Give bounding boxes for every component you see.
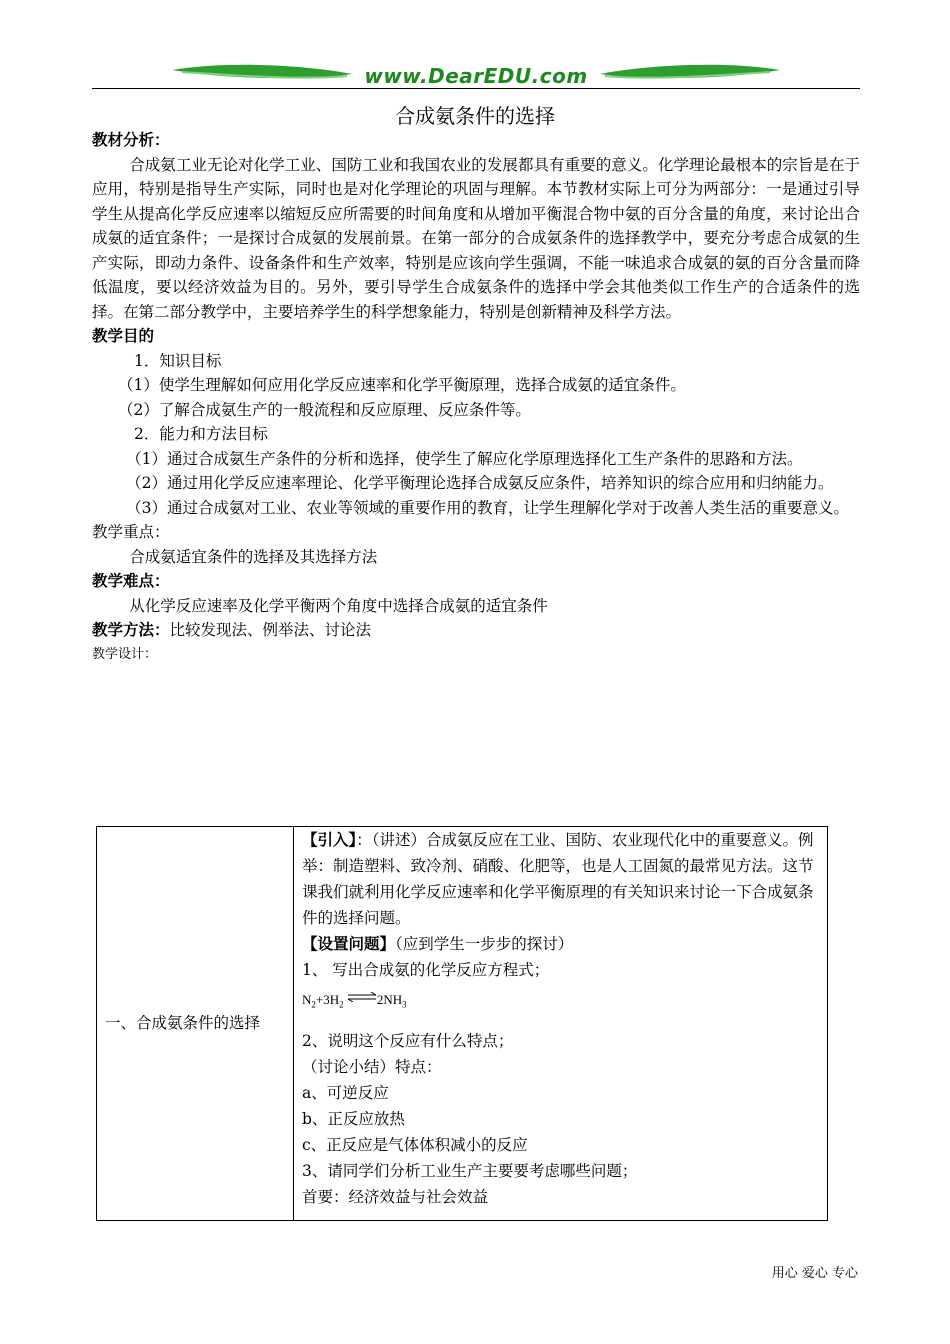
site-header-banner bbox=[92, 58, 860, 90]
page-title: 合成氨条件的选择 bbox=[395, 104, 555, 128]
goal2-item2: （2）通过用化学反应速率理论、化学平衡理论选择合成氨反应条件，培养知识的综合应用和归纳能力。 bbox=[126, 474, 834, 492]
difficulty-text: 从化学反应速率及化学平衡两个角度中选择合成氨的适宜条件 bbox=[129, 596, 548, 615]
intro-paragraph bbox=[302, 827, 819, 931]
header-divider bbox=[92, 88, 860, 89]
site-logo-text: www.DearEDU.com bbox=[364, 64, 588, 88]
analysis-heading: 教材分析： bbox=[92, 130, 170, 149]
question-text: （应到学生一步步的探讨） bbox=[395, 935, 574, 953]
q2-line: 2、说明这个反应有什么特点； bbox=[302, 1031, 514, 1050]
method-line bbox=[92, 618, 860, 643]
eq-plus-h: +3H bbox=[315, 992, 340, 1007]
feature-b: b、正反应放热 bbox=[302, 1109, 405, 1128]
summary-line: （讨论小结）特点： bbox=[302, 1057, 442, 1076]
goal2-item1: （1）通过合成氨生产条件的分析和选择，使学生了解应化学原理选择化工生产条件的思路和方法。 bbox=[126, 449, 803, 468]
q1-line: 1、 写出合成氨的化学反应方程式； bbox=[302, 961, 550, 979]
document-body bbox=[92, 128, 860, 667]
equilibrium-arrows-icon bbox=[347, 992, 377, 1002]
question-tag: 【设置问题】 bbox=[302, 934, 396, 953]
eq-nh: 2NH bbox=[376, 992, 403, 1007]
eq-h-sub: 2 bbox=[339, 999, 344, 1010]
table-row bbox=[97, 827, 828, 1221]
goal2-item3: （3）通过合成氨对工业、农业等领域的重要作用的教育，让学生理解化学对于改善人类生活的重要意义。 bbox=[126, 498, 849, 517]
teaching-design-table bbox=[96, 826, 828, 1221]
question-line bbox=[302, 931, 819, 957]
goal1-item1: （1）使学生理解如何应用化学反应速率和化学平衡原理，选择合成氨的适宜条件。 bbox=[118, 376, 686, 394]
design-right-cell bbox=[294, 827, 828, 1221]
eq-n: N bbox=[302, 992, 312, 1007]
key-heading: 教学重点： bbox=[92, 523, 170, 541]
q3-line: 3、请同学们分析工业生产主要要考虑哪些问题； bbox=[302, 1161, 638, 1180]
method-text: 比较发现法、例举法、讨论法 bbox=[169, 621, 372, 639]
goals-heading: 教学目的 bbox=[92, 326, 155, 345]
method-heading: 教学方法： bbox=[92, 620, 170, 639]
analysis-paragraph: 合成氨工业无论对化学工业、国防工业和我国农业的发展都具有重要的意义。化学理论最根本的宗旨是在于应用，特别是指导生产实际，同时也是对化学理论的巩固与理解。本节教材实际上可分为两部分：一是通过引导学生从提高化学反应速率以缩短反应所需要的时间角度和从增加平衡混合物中氨的百分含量的角度，来讨论出合成氨的适宜条件；一是探讨合成氨的发展前景。在第一部分的合成氨条件的选择教学中，要充分考虑合成氨的生产实际，即动力条件、设备条件和生产效率，特别是应该向学生强调，不能一味追求合成氨的氨的百分含量而降低温度，要以经济效益为目的。另外，要引导学生合成氨条件的选择中学会其他类似工作生产的合适条件的选择。在第二部分教学中，主要培养学生的科学想象能力，特别是创新精神及科学方法。 bbox=[92, 155, 860, 321]
reaction-equation bbox=[302, 987, 819, 1018]
eq-nh-sub: 3 bbox=[402, 999, 407, 1010]
design-heading: 教学设计： bbox=[92, 646, 158, 662]
design-left-cell bbox=[97, 827, 294, 1221]
feature-a: a、可逆反应 bbox=[302, 1083, 389, 1102]
intro-text: ：（讲述）合成氨反应在工业、国防、农业现代化中的重要意义。例举：制造塑料、致冷剂、硝酸、化肥等，也是人工固氮的最常见方法。这节课我们就利用化学反应速率和化学平衡原理的有关知识来讨论一下合成氨条件的选择问题。 bbox=[302, 831, 814, 927]
intro-tag: 【引入】 bbox=[302, 830, 357, 849]
goal1-item2: （2）了解合成氨生产的一般流程和反应原理、反应条件等。 bbox=[118, 400, 531, 419]
difficulty-heading: 教学难点： bbox=[92, 571, 170, 590]
footer-slogan: 用心 爱心 专心 bbox=[771, 1266, 858, 1281]
goal2-title: 2．能力和方法目标 bbox=[134, 425, 268, 443]
feature-c: c、正反应是气体体积减小的反应 bbox=[302, 1135, 528, 1154]
eq-n-sub: 2 bbox=[311, 999, 316, 1010]
design-left-label: 一、合成氨条件的选择 bbox=[105, 1014, 261, 1033]
goal1-title: 1．知识目标 bbox=[134, 351, 222, 370]
primary-line: 首要：经济效益与社会效益 bbox=[302, 1187, 489, 1206]
key-text: 合成氨适宜条件的选择及其选择方法 bbox=[129, 547, 378, 566]
